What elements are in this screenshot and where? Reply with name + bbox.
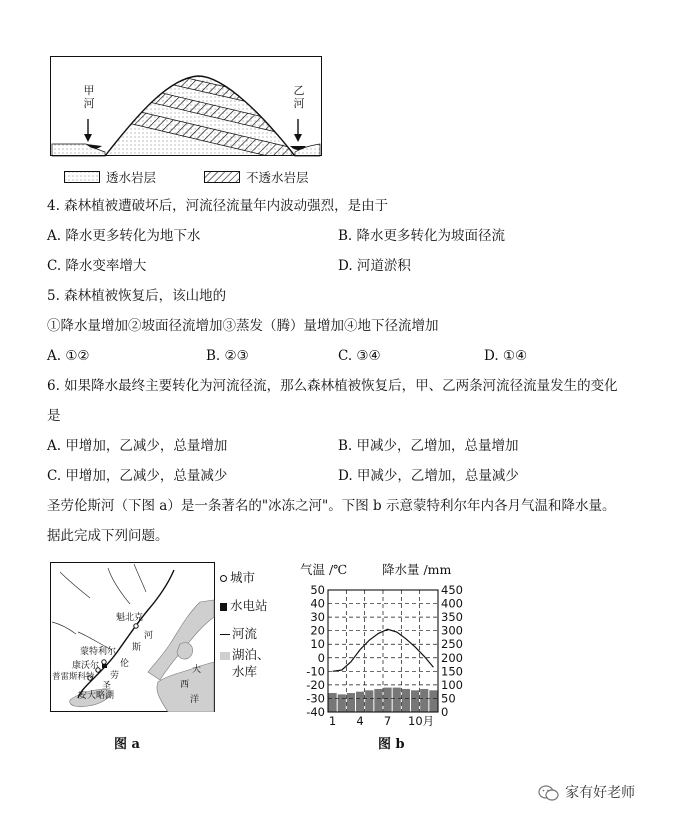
map-label-prescott: 普雷斯科特 <box>52 672 95 682</box>
permeable-swatch <box>64 171 100 183</box>
precip-bar <box>420 689 428 712</box>
intro-line1: 圣劳伦斯河（下图 a）是一条著名的"冰冻之河"。下图 b 示意蒙特利尔年内各月气温和降水量。 <box>47 498 616 514</box>
q5-option-c: C. ③④ <box>338 348 381 364</box>
map-label-river3: 伦 <box>120 659 130 669</box>
q4-stem: 4. 森林植被遭破坏后，河流径流量年内波动强烈，是由于 <box>47 198 389 214</box>
right-tick-label: 150 <box>441 664 463 679</box>
legend-river-icon <box>220 634 230 635</box>
map-label-ocean2: 西 <box>180 680 190 690</box>
q6-stem-line1: 6. 如果降水最终主要转化为河流径流，那么森林植被恢复后，甲、乙两条河流径流量发生的变化 <box>47 378 618 394</box>
legend-river-label: 河流 <box>232 626 258 641</box>
map-label-river4: 劳 <box>110 671 120 681</box>
left-tick-label: -20 <box>306 677 325 692</box>
right-tick-label: 100 <box>441 677 463 692</box>
map-label-river5: 圣 <box>102 681 112 691</box>
precip-bar <box>384 688 392 712</box>
map-label-river2: 斯 <box>132 643 142 653</box>
river-jia-label: 甲 河 <box>83 84 95 110</box>
x-tick-label: 4 <box>356 714 364 728</box>
legend-impermeable-label: 不透水岩层 <box>246 170 309 185</box>
left-tick-label: 40 <box>310 596 325 611</box>
q6-option-b: B. 甲减少，乙增加，总量增加 <box>338 438 519 454</box>
precip-bar <box>411 690 419 712</box>
q4-option-d: D. 河道淤积 <box>338 258 411 274</box>
precip-bar <box>338 694 346 712</box>
legend-lake-label-1: 湖泊、 <box>232 647 270 662</box>
map-label-quebec: 魁北克 <box>116 613 144 623</box>
right-tick-label: 200 <box>441 650 463 665</box>
legend-hydro-label: 水电站 <box>230 598 268 613</box>
legend-lake-icon <box>220 652 230 660</box>
legend-city-label: 城市 <box>230 570 256 585</box>
precip-bar <box>429 690 437 712</box>
cross-section-svg <box>50 56 322 166</box>
q6-option-c: C. 甲增加，乙减少，总量减少 <box>47 468 228 484</box>
legend-hydro-icon <box>220 603 227 611</box>
left-tick-label: -40 <box>306 705 325 719</box>
right-tick-label: 50 <box>441 691 456 706</box>
legend-lake-label-2: 水库 <box>232 664 258 679</box>
precip-bar <box>356 692 364 712</box>
map-a-caption: 图 a <box>114 737 140 752</box>
left-tick-label: 10 <box>310 637 325 652</box>
intro-line2: 据此完成下列问题。 <box>47 528 169 544</box>
map-label-ocean1: 大 <box>192 665 202 675</box>
x-tick-label: 1 <box>328 714 337 728</box>
q5-items: ①降水量增加②坡面径流增加③蒸发（腾）量增加④地下径流增加 <box>47 318 439 334</box>
legend-permeable-label: 透水岩层 <box>106 170 157 185</box>
q4-option-b: B. 降水更多转化为坡面径流 <box>338 228 506 244</box>
map-a-svg <box>50 562 215 712</box>
left-tick-label: 50 <box>310 583 325 597</box>
right-tick-label: 450 <box>441 583 463 597</box>
precip-bar <box>329 693 337 712</box>
watermark <box>538 782 635 802</box>
chart-b-caption: 图 b <box>378 737 405 752</box>
q6-option-a: A. 甲增加，乙减少，总量增加 <box>47 438 228 454</box>
right-tick-label: 350 <box>441 610 463 625</box>
left-tick-label: 30 <box>310 610 325 625</box>
q5-option-b: B. ②③ <box>206 348 249 364</box>
map-label-montreal: 蒙特利尔 <box>80 647 117 657</box>
x-tick-label: 10月 <box>408 714 435 728</box>
climate-chart <box>296 560 472 730</box>
map-label-ocean3: 洋 <box>190 695 200 705</box>
right-tick-label: 300 <box>441 623 463 638</box>
q5-option-d: D. ①④ <box>484 348 528 364</box>
left-tick-label: -30 <box>306 691 325 706</box>
precip-bar <box>374 689 382 712</box>
right-tick-label: 400 <box>441 596 463 611</box>
precip-bar <box>402 689 410 712</box>
map-a <box>50 562 215 712</box>
legend-city-icon <box>220 575 227 582</box>
river-yi-label: 乙 河 <box>293 84 305 110</box>
precip-bar <box>365 690 373 712</box>
map-label-river1: 河 <box>144 631 154 641</box>
q6-stem-line2: 是 <box>47 408 61 424</box>
right-tick-label: 0 <box>441 705 449 719</box>
precip-bar <box>393 688 401 712</box>
wechat-icon <box>538 784 560 802</box>
cross-section-figure <box>50 56 322 166</box>
left-axis-label: 气温 /℃ <box>300 562 348 577</box>
map-a-legend <box>220 568 290 688</box>
precip-bar <box>347 693 355 712</box>
right-tick-label: 250 <box>441 637 463 652</box>
q5-stem: 5. 森林植被恢复后，该山地的 <box>47 288 227 304</box>
map-label-ontario: 安大略湖 <box>78 691 115 701</box>
x-tick-label: 7 <box>383 714 392 728</box>
left-tick-label: -10 <box>306 664 325 679</box>
q4-option-a: A. 降水更多转化为地下水 <box>47 228 201 244</box>
impermeable-swatch <box>204 171 240 183</box>
q4-option-c: C. 降水变率增大 <box>47 258 147 274</box>
q5-option-a: A. ①② <box>47 348 90 364</box>
left-tick-label: 0 <box>317 650 325 665</box>
q6-option-d: D. 甲减少，乙增加，总量减少 <box>338 468 519 484</box>
cross-section-legend <box>64 168 364 186</box>
right-axis-label: 降水量 /mm <box>382 562 452 577</box>
left-tick-label: 20 <box>310 623 325 638</box>
climate-chart-svg <box>296 560 472 730</box>
map-label-cornwall: 康沃尔 <box>72 661 100 671</box>
watermark-text: 家有好老师 <box>565 785 636 801</box>
